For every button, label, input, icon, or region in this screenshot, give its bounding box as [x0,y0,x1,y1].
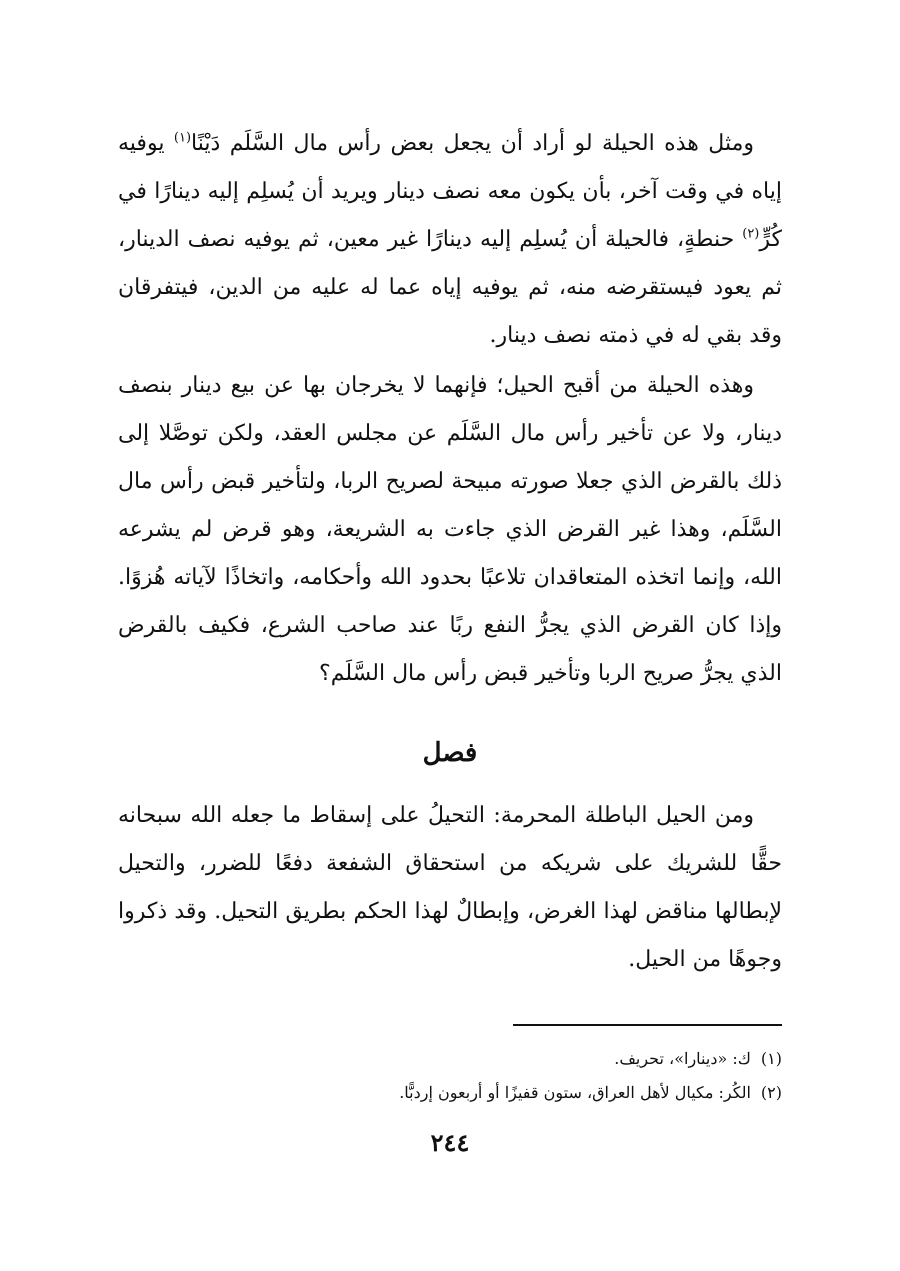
section-heading: فصل [422,738,478,768]
footnote-reference-1[interactable]: (١) [173,130,192,146]
paragraph-1-text-a: ومثل هذه الحيلة لو أراد أن يجعل بعض رأس مال السَّلَم دَيْنًا [191,131,754,156]
paragraph-2-text: وهذه الحيلة من أقبح الحيل؛ فإنهما لا يخرجان بها عن بيع دينار بنصف دينار، ولا عن تأخير رأس مال السَّلَم عن مجلس العقد، ولكن توصَّلا إلى ذلك بالقرض الذي جعلا صورته مبيحة لصريح الربا، ولتأخير قبض رأس مال السَّلَم، وهذا غير القرض الذي جاءت به الشريعة، وهو قرض لم يشرعه الله، وإنما اتخذه المتعاقدان تلاعبًا بحدود الله وأحكامه، واتخاذًا لآياته هُزوًا. وإذا كان القرض الذي يجرُّ النفع ربًا عند صاحب الشرع، فكيف بالقرض الذي يجرُّ صريح الربا وتأخير قبض رأس مال السَّلَم؟ [118,373,782,686]
footnote-2-text: الكُر: مكيال لأهل العراق، ستون قفيزًا أو أربعون إردبًّا. [399,1083,751,1102]
footnote-divider [513,1024,782,1026]
footnote-2-number: (٢) [760,1083,782,1102]
footnote-1-text: ك: «دينارا»، تحريف. [614,1049,751,1068]
body-paragraph-3 [118,792,782,984]
footnote-reference-2[interactable]: (٢) [742,226,760,242]
footnote-1 [118,1042,782,1076]
paragraph-1-text-b: يوفيه إياه في وقت آخر، بأن يكون معه نصف دينار ويريد أن يُسلِم إليه دينارًا في كُرٍّ [118,131,782,252]
paragraph-3-text: ومن الحيل الباطلة المحرمة: التحيلُ على إسقاط ما جعله الله سبحانه حقًّا للشريك على شريكه من استحقاق الشفعة دفعًا للضرر، والتحيل لإبطالها مناقض لهذا الغرض، وإبطالٌ لهذا الحكم بطريق التحيل. وقد ذكروا وجوهًا من الحيل. [118,803,782,972]
page-number: ٢٤٤ [430,1128,470,1157]
footnote-2 [118,1076,782,1110]
body-paragraph-2 [118,362,782,698]
paragraph-1-text-c: حنطةٍ، فالحيلة أن يُسلِم إليه دينارًا غير معين، ثم يوفيه نصف الدينار، ثم يعود فيستقرضه منه، ثم يوفيه إياه عما له عليه من الدين، فيتفرقان وقد بقي له في ذمته نصف دينار. [118,227,782,348]
body-paragraph-1 [118,120,782,360]
footnote-1-number: (١) [760,1049,782,1068]
